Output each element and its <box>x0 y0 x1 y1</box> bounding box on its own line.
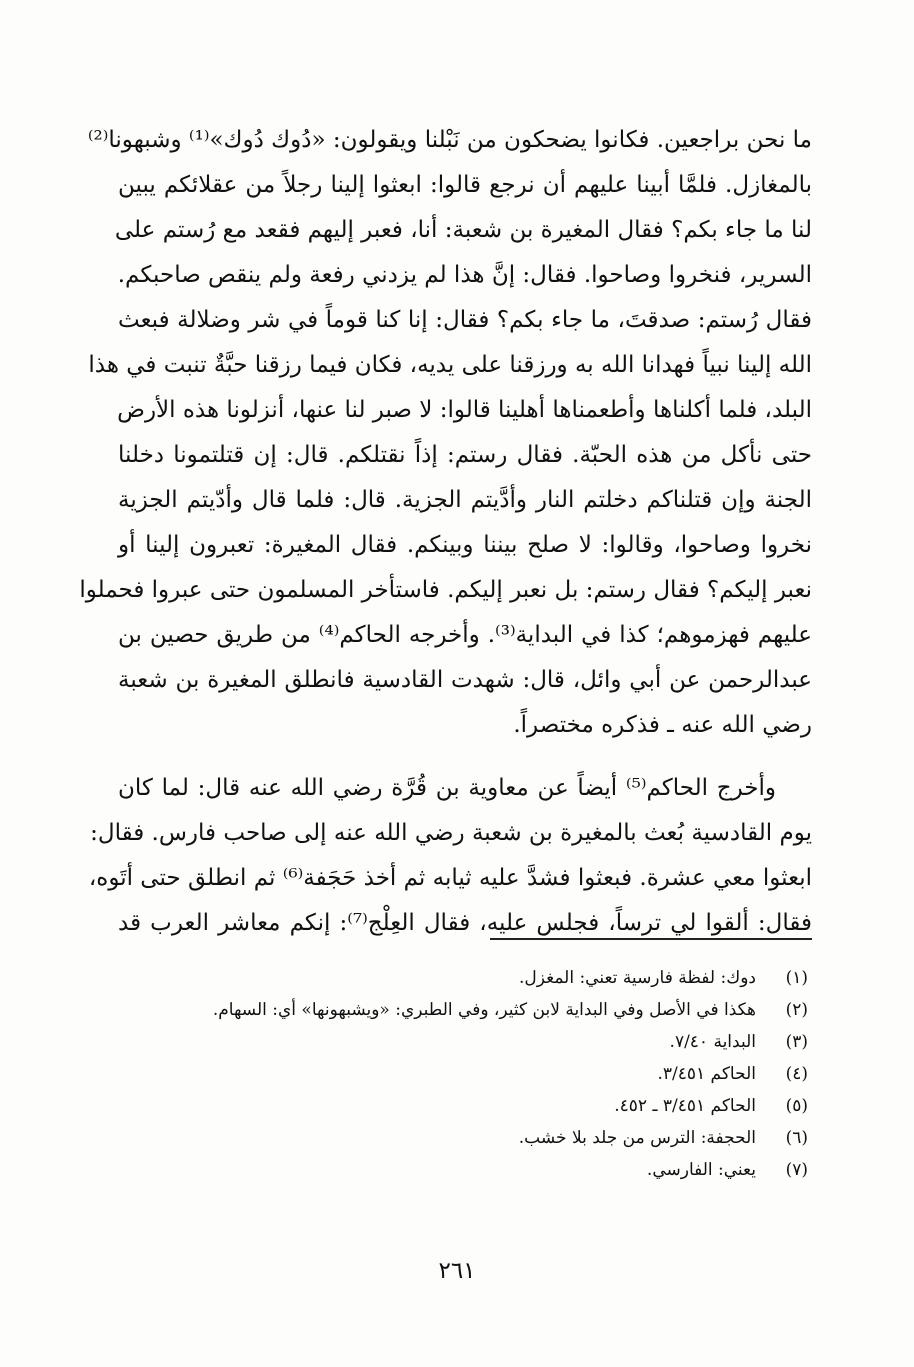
text-line: عليهم فهزموهم؛ كذا في البداية⁽³⁾. وأخرجه الحاكم⁽⁴⁾ من طريق حصين بن <box>118 622 812 648</box>
text-line: السرير، فنخروا وصاحوا. فقال: إنَّ هذا لم يزدني رفعة ولم ينقص صاحبكم. <box>117 262 812 288</box>
footnote-item <box>118 962 812 994</box>
footnote-item <box>118 994 812 1026</box>
footnote-text: البداية ٧/٤٠. <box>669 1032 756 1052</box>
main-text <box>79 118 812 946</box>
footnote-text: هكذا في الأصل وفي البداية لابن كثير، وفي الطبري: «ويشبهونها» أي: السهام. <box>212 1000 756 1020</box>
footnote-number: (٤) <box>785 1064 808 1084</box>
text-line: فقال: ألقوا لي ترساً، فجلس عليه، فقال العِلْج⁽⁷⁾: إنكم معاشر العرب قد <box>118 910 812 936</box>
footnote-number: (٥) <box>785 1096 808 1116</box>
paragraph-2 <box>88 766 812 946</box>
page-number: ٢٦١ <box>438 1258 476 1284</box>
text-line: ابعثوا معي عشرة. فبعثوا فشدَّ عليه ثيابه ثم أخذ حَجَفة⁽⁶⁾ ثم انطلق حتى أتَوه، <box>88 865 812 891</box>
footnote-item <box>118 1154 812 1186</box>
footnote-number: (٢) <box>785 1000 808 1020</box>
text-line: نعبر إليكم؟ فقال رستم: بل نعبر إليكم. فاستأخر المسلمون حتى عبروا فحملوا <box>79 577 812 603</box>
footnote-number: (١) <box>785 968 808 988</box>
text-line: نخروا وصاحوا، وقالوا: لا صلح بيننا وبينكم. فقال المغيرة: تعبرون إلينا أو <box>118 532 812 558</box>
footnote-item <box>118 1026 812 1058</box>
paragraph-spacer <box>118 748 812 766</box>
footnote-item <box>118 1122 812 1154</box>
text-line: وأخرج الحاكم⁽⁵⁾ أيضاً عن معاوية بن قُرَّة رضي الله عنه قال: لما كان <box>118 775 776 801</box>
text-line: فقال رُستم: صدقتَ، ما جاء بكم؟ فقال: إنا كنا قوماً في شر وضلالة فبعث <box>118 307 812 333</box>
footnote-text: يعني: الفارسي. <box>646 1160 756 1180</box>
text-line: بالمغازل. فلمَّا أبينا عليهم أن نرجع قالوا: ابعثوا إلينا رجلاً من عقلائكم يبين <box>118 172 812 198</box>
footnote-item <box>118 1090 812 1122</box>
footnote-number: (٣) <box>785 1032 808 1052</box>
footnote-text: الحاكم ٣/٤٥١. <box>657 1064 756 1084</box>
text-line: يوم القادسية بُعث بالمغيرة بن شعبة رضي الله عنه إلى صاحب فارس. فقال: <box>90 820 812 846</box>
footnote-number: (٧) <box>785 1160 808 1180</box>
paragraph-1 <box>79 118 812 748</box>
text-line: رضي الله عنه ـ فذكره مختصراً. <box>513 712 812 738</box>
footnote-text: الحاكم ٣/٤٥١ ـ ٤٥٢. <box>614 1096 756 1116</box>
text-line: عبدالرحمن عن أبي وائل، قال: شهدت القادسية فانطلق المغيرة بن شعبة <box>118 667 812 693</box>
footnote-text: دوك: لفظة فارسية تعني: المغزل. <box>518 968 756 988</box>
text-line: الله إلينا نبياً فهدانا الله به ورزقنا على يديه، فكان فيما رزقنا حبَّةٌ تنبت في هذا <box>88 352 812 378</box>
footnote-item <box>118 1058 812 1090</box>
text-line: الجنة وإن قتلناكم دخلتم النار وأدَّيتم الجزية. قال: فلما قال وأدّيتم الجزية <box>118 487 812 513</box>
text-line: حتى نأكل من هذه الحبّة. فقال رستم: إذاً نقتلكم. قال: إن قتلتمونا دخلنا <box>118 442 812 468</box>
text-line: البلد، فلما أكلناها وأطعمناها أهلينا قالوا: لا صبر لنا عنها، أنزلونا هذه الأرض <box>117 397 812 423</box>
text-line: لنا ما جاء بكم؟ فقال المغيرة بن شعبة: أنا، فعبر إليهم فقعد مع رُستم على <box>114 217 812 243</box>
footnote-separator <box>490 938 812 940</box>
footnote-text: الحجفة: الترس من جلد بلا خشب. <box>518 1128 756 1148</box>
text-line: ما نحن براجعين. فكانوا يضحكون من نَبْلنا ويقولون: «دُوك دُوك»⁽¹⁾ وشبهونا⁽²⁾ <box>87 127 812 153</box>
footnotes <box>118 962 812 1186</box>
footnote-number: (٦) <box>785 1128 808 1148</box>
